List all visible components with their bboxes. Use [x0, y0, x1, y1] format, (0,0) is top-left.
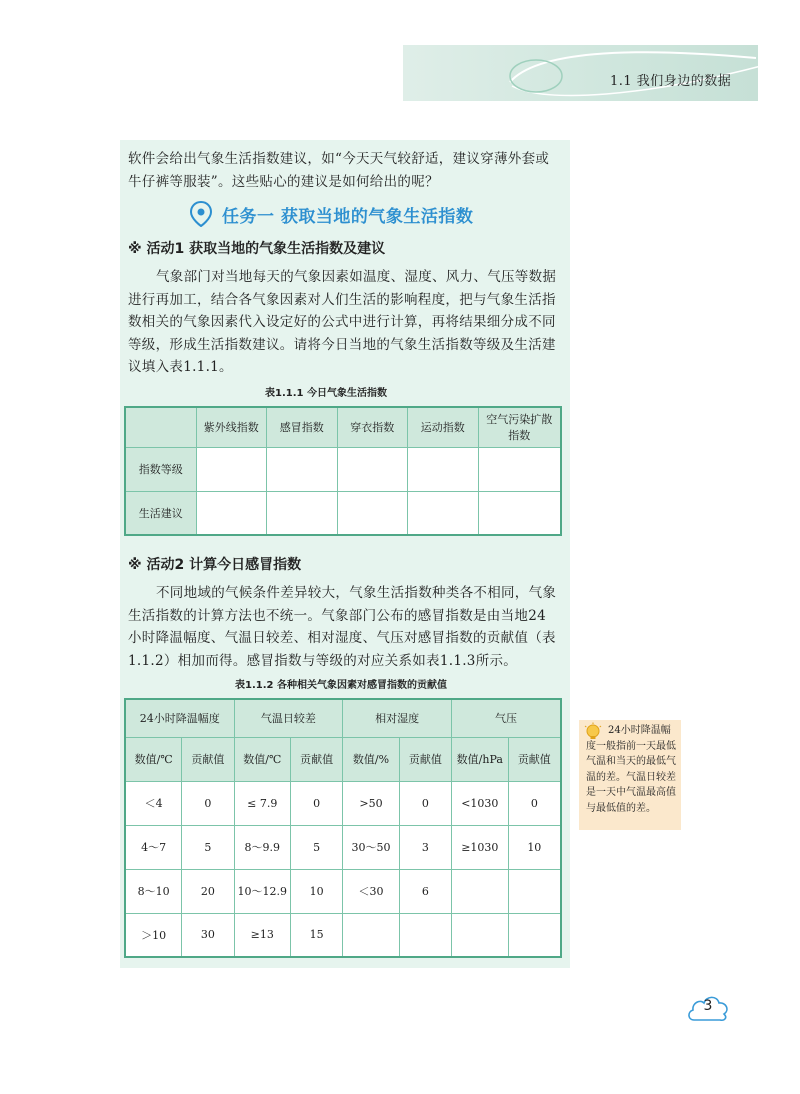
- table-cell: 0: [399, 781, 451, 825]
- input-cell[interactable]: [267, 447, 338, 491]
- table-row: [125, 825, 561, 869]
- sub-header: 贡献值: [399, 737, 451, 781]
- sub-header: 贡献值: [290, 737, 342, 781]
- table-cell: 3: [399, 825, 451, 869]
- table-cell: [451, 869, 508, 913]
- table-cell: 8～10: [125, 869, 182, 913]
- task-title: 任务一 获取当地的气象生活指数: [222, 206, 474, 227]
- activity2-paragraph: 不同地域的气候条件差异较大，气象生活指数种类各不相同，气象生活指数的计算方法也不统一。气象部门公布的感冒指数是由当地24小时降温幅度、气温日较差、相对湿度、气压对感冒指数的贡献值（表1.1.2）相加而得。感冒指数与等级的对应关系如表1.1.3所示。: [128, 585, 557, 669]
- table-corner-cell: [125, 407, 196, 447]
- table-row: [125, 913, 561, 957]
- table-cell: 15: [290, 913, 342, 957]
- sub-header: 数值/%: [343, 737, 399, 781]
- table-row: [125, 491, 561, 535]
- input-cell[interactable]: [478, 447, 561, 491]
- table-row: [125, 869, 561, 913]
- table-cell: 5: [290, 825, 342, 869]
- table-cell: [508, 869, 561, 913]
- table-cell: 10: [290, 869, 342, 913]
- table2-caption: 表1.1.2 各种相关气象因素对感冒指数的贡献值: [235, 680, 447, 691]
- input-cell[interactable]: [196, 447, 267, 491]
- side-note-text: 24小时降温幅度一般指前一天最低气温和当天的最低气温的差。气温日较差是一天中气温最高值与最低值的差。: [586, 725, 676, 814]
- input-cell[interactable]: [267, 491, 338, 535]
- table-cell: 5: [182, 825, 234, 869]
- sub-header: 贡献值: [508, 737, 561, 781]
- table-cell: 10～12.9: [234, 869, 290, 913]
- page-number: 3: [703, 998, 713, 1014]
- table-cell: 0: [290, 781, 342, 825]
- table-cell: 30: [182, 913, 234, 957]
- sub-header: 贡献值: [182, 737, 234, 781]
- table-cell: <1030: [451, 781, 508, 825]
- table-cell: [508, 913, 561, 957]
- task-heading: [190, 200, 473, 228]
- column-header: 空气污染扩散指数: [478, 407, 561, 447]
- table-cell: [399, 913, 451, 957]
- table-cell: 0: [182, 781, 234, 825]
- group-header: 气温日较差: [234, 699, 343, 737]
- sub-header: 数值/hPa: [451, 737, 508, 781]
- table-cell: ＞10: [125, 913, 182, 957]
- table-cell: 8～9.9: [234, 825, 290, 869]
- table-row: [125, 781, 561, 825]
- group-header: 24小时降温幅度: [125, 699, 234, 737]
- input-cell[interactable]: [478, 491, 561, 535]
- table-cell: >50: [343, 781, 399, 825]
- table-cell: ≥13: [234, 913, 290, 957]
- column-header: 紫外线指数: [196, 407, 267, 447]
- intro-paragraph: 软件会给出气象生活指数建议，如“今天天气较舒适，建议穿薄外套或牛仔裤等服装”。这些贴心的建议是如何给出的呢？: [128, 151, 550, 190]
- input-cell[interactable]: [196, 491, 267, 535]
- table-cell: ＜4: [125, 781, 182, 825]
- group-header: 气压: [451, 699, 561, 737]
- table-cell: ＜30: [343, 869, 399, 913]
- table-cell: ≤ 7.9: [234, 781, 290, 825]
- weather-index-table: [124, 406, 562, 536]
- table-cell: 4～7: [125, 825, 182, 869]
- section-header: 1.1 我们身边的数据: [610, 74, 732, 89]
- table-cell: [343, 913, 399, 957]
- column-header: 运动指数: [408, 407, 479, 447]
- table-row: [125, 447, 561, 491]
- table-cell: 20: [182, 869, 234, 913]
- location-pin-icon: [190, 201, 212, 227]
- table-cell: [451, 913, 508, 957]
- input-cell[interactable]: [337, 491, 408, 535]
- table-cell: 6: [399, 869, 451, 913]
- sub-header: 数值/℃: [234, 737, 290, 781]
- column-header: 感冒指数: [267, 407, 338, 447]
- column-header: 穿衣指数: [337, 407, 408, 447]
- table-cell: 0: [508, 781, 561, 825]
- sub-header: 数值/℃: [125, 737, 182, 781]
- table1-caption: 表1.1.1 今日气象生活指数: [265, 388, 387, 399]
- row-header: 生活建议: [125, 491, 196, 535]
- table-cell: ≥1030: [451, 825, 508, 869]
- input-cell[interactable]: [408, 491, 479, 535]
- table-cell: 10: [508, 825, 561, 869]
- input-cell[interactable]: [408, 447, 479, 491]
- table-cell: 30～50: [343, 825, 399, 869]
- activity1-title: ※ 活动1 获取当地的气象生活指数及建议: [128, 241, 386, 257]
- row-header: 指数等级: [125, 447, 196, 491]
- activity2-title: ※ 活动2 计算今日感冒指数: [128, 557, 302, 573]
- cold-index-contribution-table: [124, 698, 562, 958]
- activity1-paragraph: 气象部门对当地每天的气象因素如温度、湿度、风力、气压等数据进行再加工，结合各气象因素对人们生活的影响程度，把与气象生活指数相关的气象因素代入设定好的公式中进行计算，再将结果细分成不同等级，形成生活指数建议。请将今日当地的气象生活指数等级及生活建议填入表1.1.1。: [128, 269, 557, 375]
- input-cell[interactable]: [337, 447, 408, 491]
- group-header: 相对湿度: [343, 699, 452, 737]
